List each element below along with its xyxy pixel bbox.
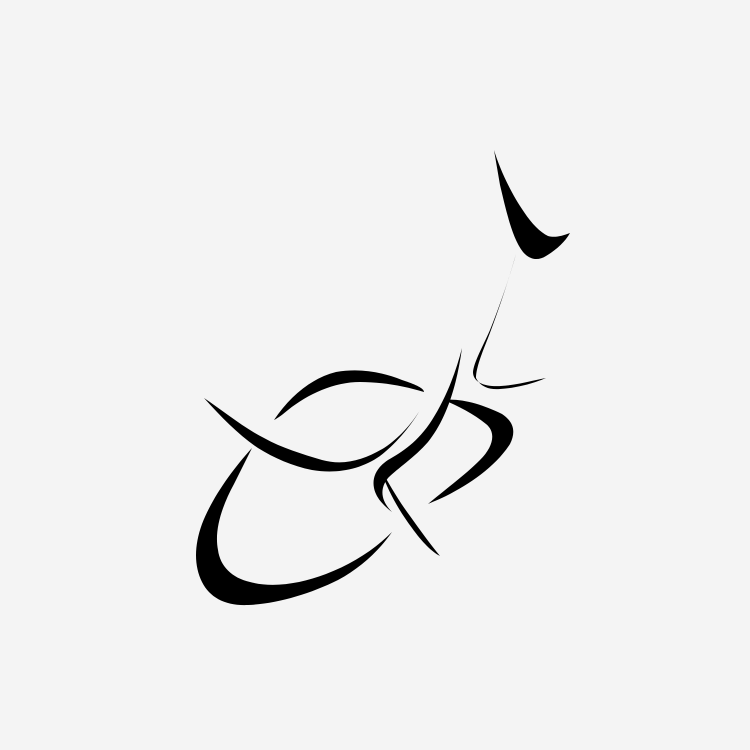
stroke-upper-vertical	[473, 254, 546, 389]
stroke-crescent	[274, 370, 424, 420]
stroke-tail	[380, 468, 440, 556]
stroke-bowl	[196, 448, 392, 605]
stroke-top-hook	[494, 150, 570, 259]
